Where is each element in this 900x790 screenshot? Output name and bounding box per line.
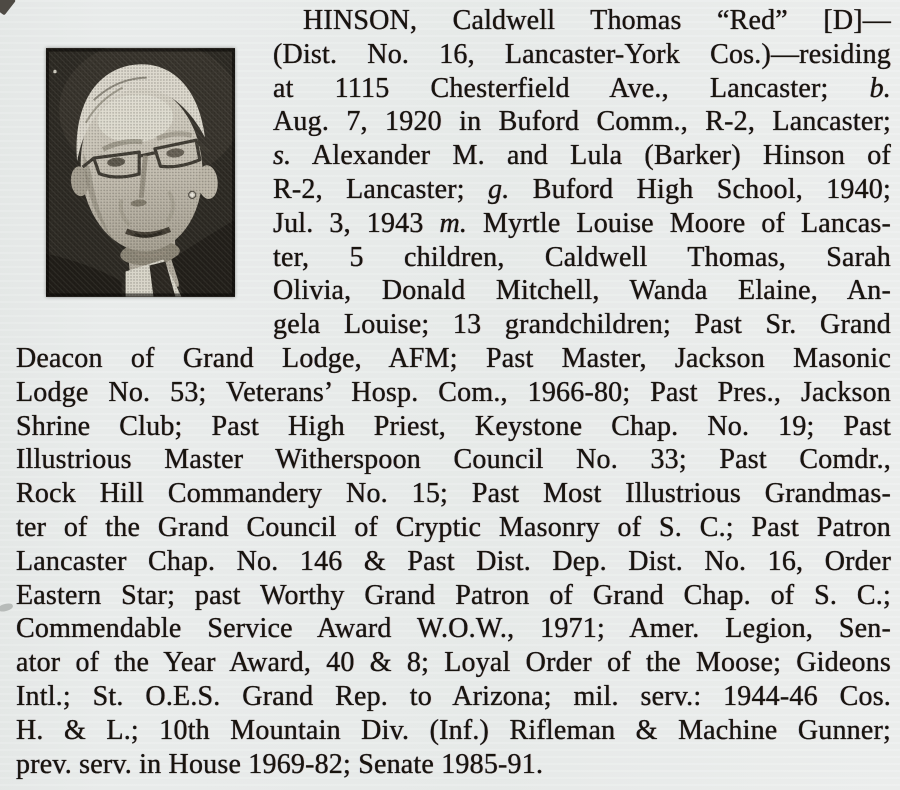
abbrev-married: m. — [439, 207, 468, 239]
text-segment: Jul. 3, 1943 — [273, 207, 440, 239]
text-segment: (Dist. No. 16, Lancaster-York Cos.)—residing — [273, 38, 891, 70]
bio-line — [16, 511, 891, 545]
bio-line — [273, 308, 891, 342]
abbrev-son-of: s. — [273, 140, 292, 172]
abbrev-born: b. — [869, 72, 891, 104]
bio-line — [273, 72, 891, 106]
text-segment: Lodge No. 53; Veterans’ Hosp. Com., 1966-80; Past Pres., Jackson — [16, 376, 891, 408]
bio-line — [273, 4, 891, 38]
text-segment: at 1115 Chesterfield Ave., Lancaster; — [273, 72, 870, 104]
text-segment: Alexander M. and Lula (Barker) Hinson of — [291, 140, 891, 172]
text-segment: Shrine Club; Past High Priest, Keystone Chap. No. 19; Past — [16, 410, 891, 442]
text-segment: Buford High School, 1940; — [509, 173, 891, 205]
abbrev-graduated: g. — [488, 173, 510, 205]
bio-line — [16, 612, 891, 646]
text-segment: ator of the Year Award, 40 & 8; Loyal Order of the Moose; Gideons — [16, 647, 891, 679]
text-segment: Illustrious Master Witherspoon Council No. 33; Past Comdr., — [16, 444, 891, 476]
bio-line — [273, 105, 891, 139]
text-segment: Olivia, Donald Mitchell, Wanda Elaine, An- — [273, 275, 891, 307]
text-segment: Lancaster Chap. No. 146 & Past Dist. Dep. Dist. No. 16, Order — [16, 545, 891, 577]
text-segment: Myrtle Louise Moore of Lancas- — [467, 207, 892, 239]
bio-line — [273, 274, 891, 308]
text-segment: Aug. 7, 1920 in Buford Comm., R-2, Lancaster; — [273, 106, 891, 138]
text-segment: Commendable Service Award W.O.W., 1971; Amer. Legion, Sen- — [16, 613, 891, 645]
bio-line — [16, 545, 891, 579]
bio-line — [16, 376, 891, 410]
bio-line — [16, 410, 891, 444]
text-segment: Intl.; St. O.E.S. Grand Rep. to Arizona; mil. serv.: 1944-46 Cos. — [16, 680, 891, 712]
text-segment: R-2, Lancaster; — [273, 173, 489, 205]
text-segment: ter, 5 children, Caldwell Thomas, Sarah — [273, 241, 891, 273]
bio-line — [16, 714, 891, 748]
bio-line — [273, 38, 891, 72]
bio-line — [273, 241, 891, 275]
entry-heading-name: HINSON, Caldwell Thomas “Red” [D]— — [303, 5, 891, 36]
text-segment: Rock Hill Commandery No. 15; Past Most Illustrious Grandmas- — [16, 478, 891, 510]
text-segment: Eastern Star; past Worthy Grand Patron of Grand Chap. of S. C.; — [16, 579, 891, 611]
text-segment: prev. serv. in House 1969-82; Senate 1985-91. — [16, 748, 544, 780]
bio-line — [16, 748, 891, 782]
text-segment: ter of the Grand Council of Cryptic Masonry of S. C.; Past Patron — [16, 511, 891, 543]
text-segment: gela Louise; 13 grandchildren; Past Sr. Grand — [273, 309, 891, 341]
bio-line — [16, 680, 891, 714]
bio-line — [16, 342, 891, 376]
bio-line — [16, 646, 891, 680]
bio-line — [16, 579, 891, 613]
text-segment: H. & L.; 10th Mountain Div. (Inf.) Rifleman & Machine Gunner; — [16, 714, 891, 746]
bio-line — [273, 173, 891, 207]
bio-line — [16, 443, 891, 477]
bio-line — [16, 477, 891, 511]
bio-line — [273, 139, 891, 173]
bio-line — [273, 207, 891, 241]
text-segment: Deacon of Grand Lodge, AFM; Past Master, Jackson Masonic — [16, 342, 891, 374]
